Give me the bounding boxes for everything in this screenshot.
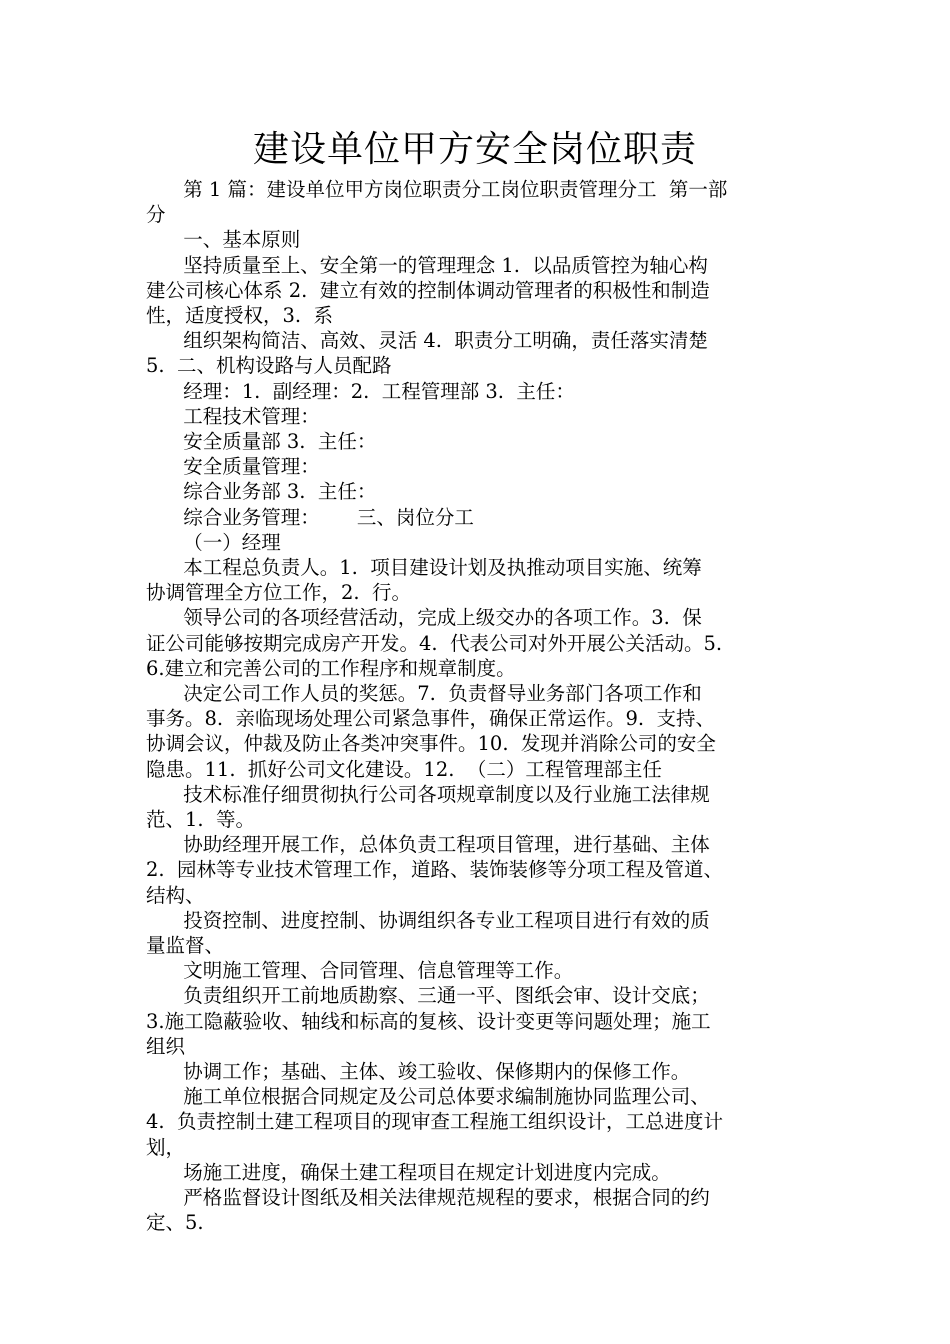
body-line: 领导公司的各项经营活动，完成上级交办的各项工作。3. 保 bbox=[146, 606, 702, 630]
body-line: 决定公司工作人员的奖惩。7. 负责督导业务部门各项工作和 bbox=[146, 682, 702, 705]
body-line: 范、1. 等。 bbox=[146, 808, 256, 831]
body-line: 3.施工隐蔽验收、轴线和标高的复核、设计变更等问题处理；施工 bbox=[146, 1009, 711, 1033]
body-line: 综合业务部 3. 主任： bbox=[146, 480, 377, 504]
body-line: 负责组织开工前地质勘察、三通一平、图纸会审、设计交底； bbox=[146, 984, 710, 1008]
body-line: 施工单位根据合同规定及公司总体要求编制施协同监理公司、 bbox=[146, 1085, 710, 1109]
document-title: 建设单位甲方安全岗位职责 bbox=[252, 129, 697, 170]
body-line: 性，适度授权，3. 系 bbox=[146, 304, 334, 327]
body-line: 2. 园林等专业技术管理工作，道路、装饰装修等分项工程及管道、 bbox=[146, 858, 724, 882]
body-line: 5. 二、机构设路与人员配路 bbox=[146, 354, 392, 378]
body-line: 事务。8. 亲临现场处理公司紧急事件，确保正常运作。9. 支持、 bbox=[146, 707, 716, 731]
body-line: （一）经理 bbox=[146, 530, 281, 554]
body-line: 严格监督设计图纸及相关法律规范规程的要求，根据合同的约 bbox=[146, 1186, 710, 1209]
body-line: 证公司能够按期完成房产开发。4. 代表公司对外开展公关活动。5. bbox=[146, 631, 723, 655]
body-line: 组织 bbox=[146, 1034, 186, 1058]
body-line: 划， bbox=[146, 1135, 186, 1159]
body-line: 组织架构简洁、高效、灵活 4. 职责分工明确，责任落实清楚 bbox=[146, 329, 708, 353]
body-line: 建公司核心体系 2. 建立有效的控制体调动管理者的积极性和制造 bbox=[146, 278, 710, 302]
body-line: 协助经理开展工作，总体负责工程项目管理，进行基础、主体 bbox=[146, 833, 710, 857]
body-line: 量监督、 bbox=[146, 934, 225, 957]
body-line: 一、基本原则 bbox=[146, 228, 301, 252]
body-line: 投资控制、进度控制、协调组织各专业工程项目进行有效的质 bbox=[146, 908, 710, 932]
body-line: 技术标准仔细贯彻执行公司各项规章制度以及行业施工法律规 bbox=[146, 782, 710, 806]
body-line: 本工程总负责人。1. 项目建设计划及执推动项目实施、统筹 bbox=[146, 556, 702, 579]
body-line: 经理：1. 副经理：2. 工程管理部 3. 主任： bbox=[146, 379, 575, 403]
body-line: 定、5. bbox=[146, 1211, 204, 1235]
body-line: 场施工进度，确保土建工程项目在规定计划进度内完成。 bbox=[146, 1160, 671, 1184]
body-line: 协调会议，仲裁及防止各类冲突事件。10. 发现并消除公司的安全 bbox=[146, 732, 716, 756]
body-line: 工程技术管理： bbox=[146, 404, 320, 428]
body-line: 分 bbox=[146, 203, 166, 227]
body-line: 安全质量管理： bbox=[146, 455, 320, 479]
body-line: 协调工作；基础、主体、竣工验收、保修期内的保修工作。 bbox=[146, 1060, 691, 1083]
body-line: 结构、 bbox=[146, 883, 205, 907]
body-line: 安全质量部 3. 主任： bbox=[146, 430, 377, 453]
body-line: 4. 负责控制土建工程项目的现审查工程施工组织设计，工总进度计 bbox=[146, 1110, 724, 1134]
body-line: 坚持质量至上、安全第一的管理理念 1. 以品质管控为轴心构 bbox=[146, 253, 708, 277]
body-line: 6.建立和完善公司的工作程序和规章制度。 bbox=[146, 656, 516, 680]
body-line: 文明施工管理、合同管理、信息管理等工作。 bbox=[146, 959, 574, 983]
body-line: 第 1 篇：建设单位甲方岗位职责分工岗位职责管理分工 第一部 bbox=[146, 178, 728, 201]
body-line: 隐患。11. 抓好公司文化建设。12. （二）工程管理部主任 bbox=[146, 757, 662, 781]
body-line: 协调管理全方位工作，2. 行。 bbox=[146, 581, 412, 605]
body-line: 综合业务管理： 三、岗位分工 bbox=[146, 505, 474, 529]
